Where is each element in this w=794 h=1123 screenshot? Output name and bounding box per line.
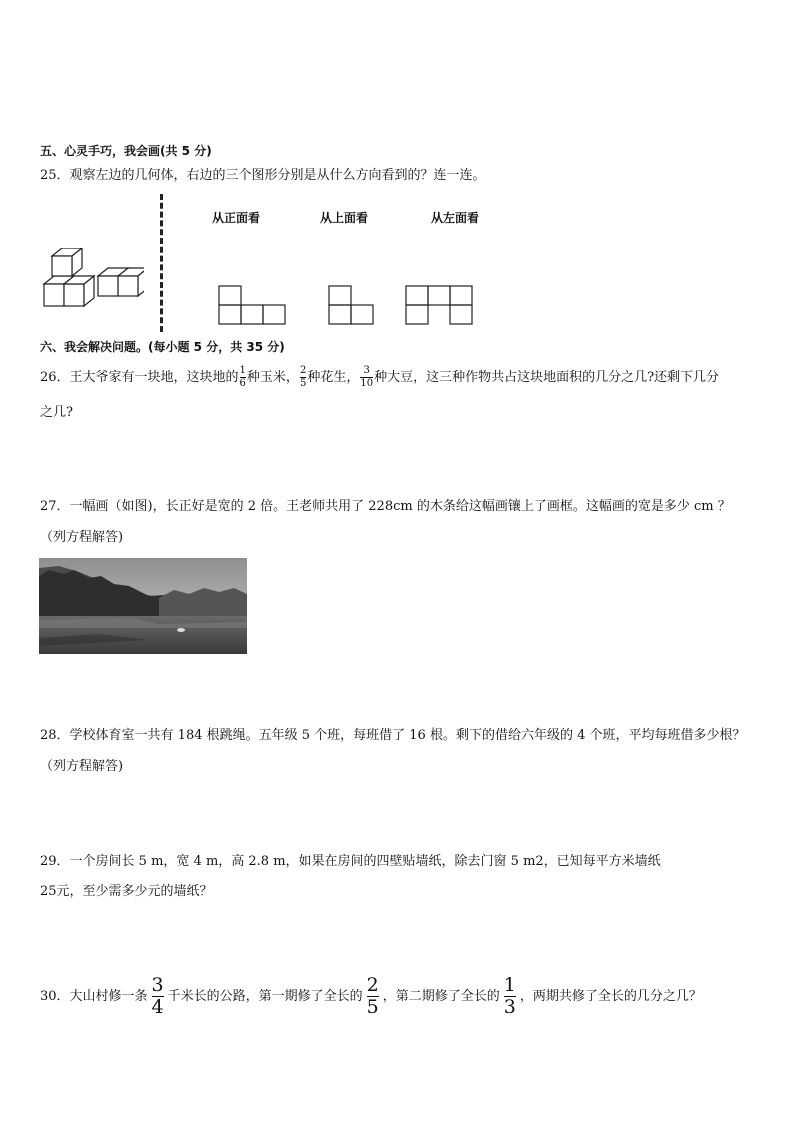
fraction-2-5-large: $\frac{2}{5}$ bbox=[366, 974, 379, 1018]
q26-text-b: 种玉米， bbox=[246, 370, 299, 385]
question-29-line2: 25元，至少需多少元的墙纸？ bbox=[40, 884, 213, 899]
dashed-divider bbox=[160, 194, 163, 332]
question-25: 25．观察左边的几何体，右边的三个图形分别是从什么方向看到的？连一连。 bbox=[40, 168, 486, 183]
q30-text-d: ，两期共修了全长的几分之几？ bbox=[519, 989, 702, 1004]
top-view-grid bbox=[328, 285, 376, 325]
view-label-left: 从左面看 bbox=[431, 211, 480, 225]
fraction-1-3: $\frac{1}{3}$ bbox=[503, 974, 516, 1018]
q26-text-c: 种花生， bbox=[307, 370, 360, 385]
question-28: 28．学校体育室一共有 184 根跳绳。五年级 5 个班，每班借了 16 根。剩下的借给六年级的 4 个班，平均每班借多少根？ bbox=[40, 728, 746, 743]
fraction-1-6: $\frac{1}{6}$ bbox=[239, 365, 246, 389]
question-27-note: （列方程解答) bbox=[40, 530, 124, 545]
q30-text-c: ，第二期修了全长的 bbox=[382, 989, 500, 1004]
section-5-heading: 五、心灵手巧，我会画(共 5 分) bbox=[40, 144, 212, 158]
question-29: 29．一个房间长 5 m，宽 4 m，高 2.8 m，如果在房间的四壁贴墙纸，除去门窗 5 m2，已知每平方米墙纸 bbox=[40, 854, 661, 869]
front-view-grid bbox=[218, 285, 288, 325]
left-view-grid bbox=[405, 285, 475, 325]
q26-text-a: 26．王大爷家有一块地，这块地的 bbox=[40, 370, 239, 385]
q30-text-a: 30．大山村修一条 bbox=[40, 989, 148, 1004]
question-26 bbox=[40, 364, 719, 392]
question-28-note: （列方程解答) bbox=[40, 759, 124, 774]
question-26-line2: 之几? bbox=[40, 405, 73, 420]
view-label-top: 从上面看 bbox=[320, 211, 369, 225]
fraction-3-4: $\frac{3}{4}$ bbox=[151, 974, 164, 1018]
question-30 bbox=[40, 976, 702, 1017]
question-27: 27．一幅画（如图)，长正好是宽的 2 倍。王老师共用了 228cm 的木条给这幅画镶上了画框。这幅画的宽是多少 cm ？ bbox=[40, 499, 731, 514]
landscape-painting-image bbox=[39, 558, 247, 654]
q30-text-b: 千米长的公路，第一期修了全长的 bbox=[167, 989, 363, 1004]
q26-text-d: 种大豆，这三种作物共占这块地面积的几分之几?还剩下几分 bbox=[374, 370, 720, 385]
fraction-2-5: $\frac{2}{5}$ bbox=[299, 365, 307, 389]
section-6-heading: 六、我会解决问题。(每小题 5 分，共 35 分) bbox=[40, 340, 285, 354]
cube-solid-figure bbox=[40, 248, 144, 312]
view-label-front: 从正面看 bbox=[212, 211, 261, 225]
fraction-3-10: $\frac{3}{10}$ bbox=[360, 365, 374, 389]
